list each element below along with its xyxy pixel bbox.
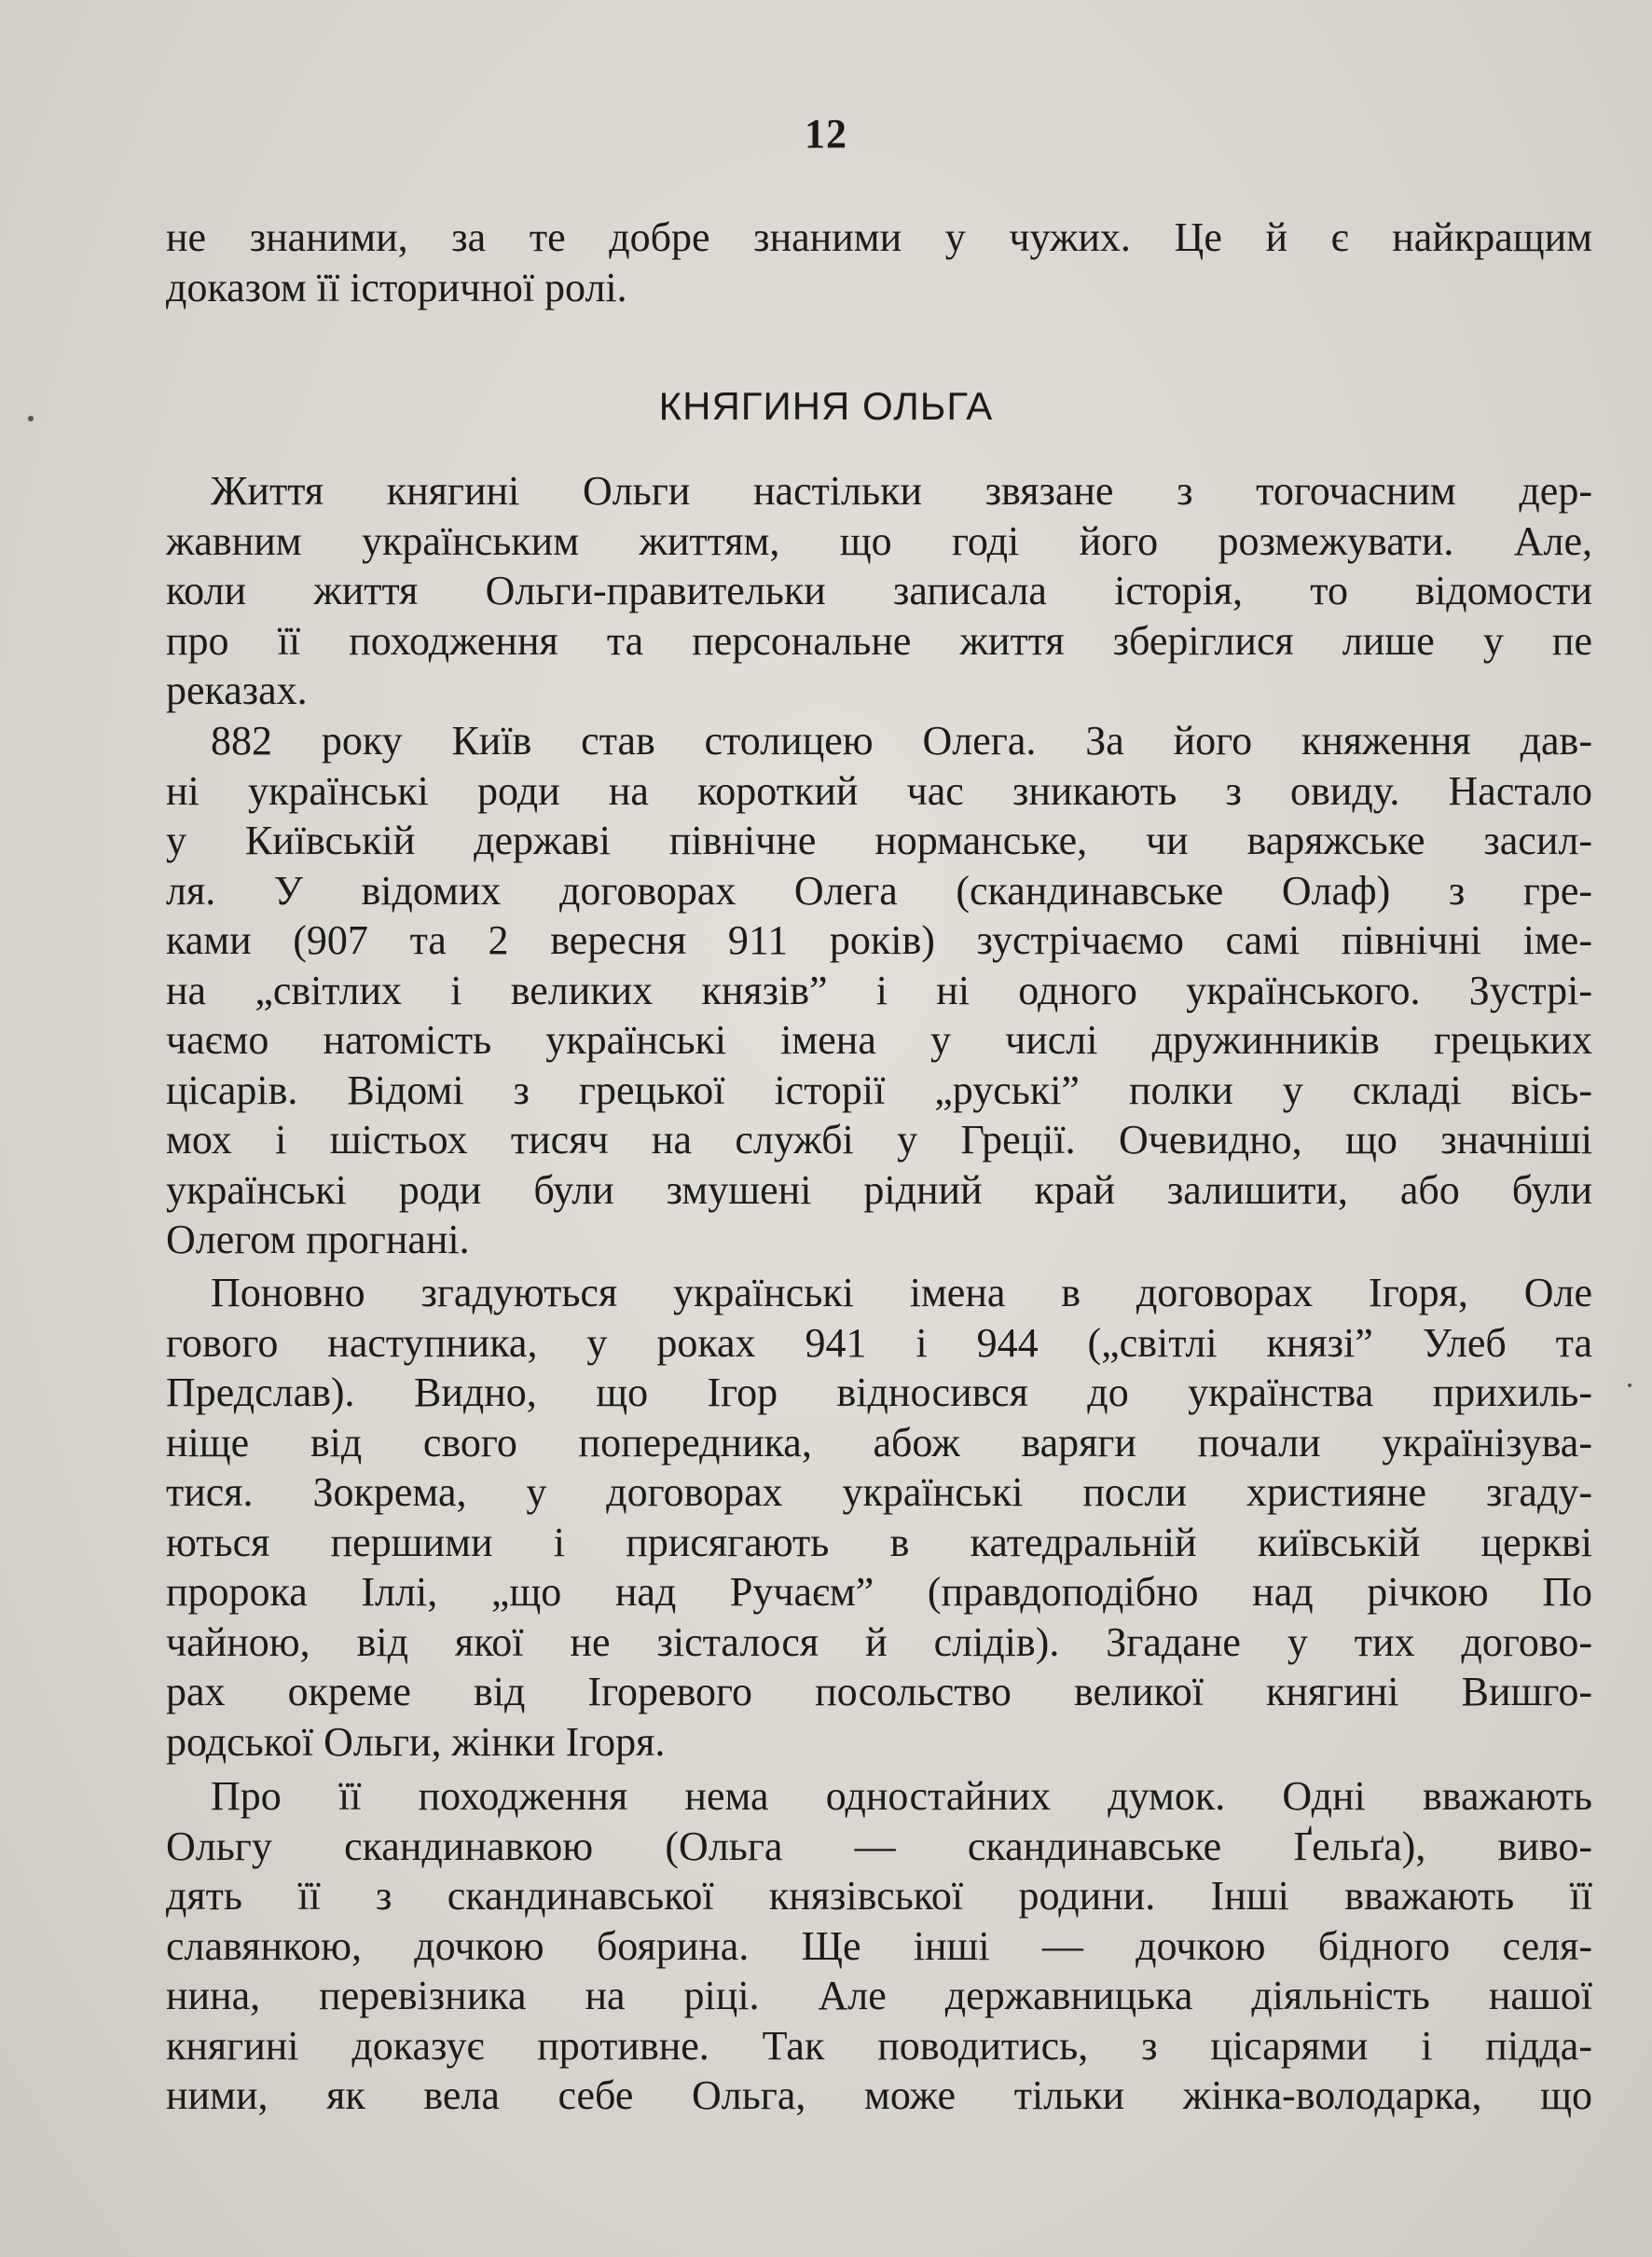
text-line: про її походження та персональне життя зберіглися лише у пе [166, 617, 1592, 664]
text-line: ніще від свого попередника, абож варяги почали українізува- [166, 1419, 1592, 1466]
text-line: не знаними, за те добре знаними у чужих. Це й є найкращим [166, 214, 1592, 260]
text-line: реказах. [166, 667, 308, 713]
text-line: цісарів. Відомі з грецької історії „руські” полки у складі вісь- [166, 1067, 1592, 1113]
text-line: пророка Іллі, „що над Ручаєм” (правдоподібно над річкою По [166, 1569, 1592, 1615]
intro-paragraph [166, 213, 1592, 312]
text-line: ля. У відомих договорах Олега (скандинавське Олаф) з гре- [166, 867, 1592, 914]
text-line: славянкою, дочкою боярина. Ще інші — дочкою бідного селя- [166, 1922, 1592, 1969]
text-line: мох і шістьох тисяч на службі у Греції. Очевидно, що значніші [166, 1117, 1592, 1163]
text-line: 882 року Київ став столицею Олега. За його княження дав- [211, 718, 1592, 764]
text-line: гового наступника, у роках 941 і 944 („світлі князі” Улеб та [166, 1319, 1592, 1366]
paragraph-2 [166, 716, 1592, 1265]
text-line: Про її походження нема одностайних думок. Одні вважають [211, 1773, 1592, 1819]
text-line: доказом її історичної ролі. [166, 264, 627, 310]
text-line: коли життя Ольги-правительки записала історія, то відомости [166, 568, 1592, 613]
text-line: ні українські роди на короткий час зникають з овиду. Настало [166, 767, 1592, 814]
section-heading: КНЯГИНЯ ОЛЬГА [658, 384, 994, 428]
scan-speck [28, 416, 34, 421]
text-line: тися. Зокрема, у договорах українські посли християне згаду- [166, 1469, 1592, 1515]
scan-speck [1628, 1383, 1631, 1387]
text-line: Предслав). Видно, що Ігор відносився до українства прихиль- [166, 1369, 1592, 1415]
text-line: Поновно згадуються українські імена в договорах Ігоря, Оле [211, 1270, 1592, 1315]
text-line: ками (907 та 2 вересня 911 років) зустрічаємо самі північні іме- [166, 917, 1592, 963]
paragraph-4 [166, 1771, 1592, 2121]
paragraph-1 [166, 466, 1592, 716]
text-line: княгині доказує противне. Так поводитись, з цісарями і підда- [166, 2022, 1592, 2069]
text-line: родської Ольги, жінки Ігоря. [166, 1718, 666, 1765]
text-line: у Київській державі північне норманське, чи варяжське засил- [166, 818, 1592, 863]
text-line: ними, як вела себе Ольга, може тільки жінка-володарка, що [166, 2072, 1592, 2118]
text-line: на „світлих і великих князів” і ні одного українського. Зустрі- [166, 967, 1592, 1013]
page-number: 12 [805, 111, 847, 157]
text-line: ються першими і присягають в катедральній київській церкві [166, 1519, 1592, 1565]
text-line: Олегом прогнані. [166, 1217, 470, 1262]
text-line: рах окреме від Ігоревого посольство великої княгині Вишго- [166, 1669, 1592, 1714]
text-line: чаємо натомість українські імена у числі дружинників грецьких [166, 1017, 1592, 1063]
text-line: Ольгу скандинавкою (Ольга — скандинавське Ґельґа), виво- [166, 1823, 1592, 1869]
text-line: українські роди були змушені рідний край залишити, або були [166, 1166, 1592, 1213]
paragraph-3 [166, 1268, 1592, 1767]
text-line: дять її з скандинавської князівської родини. Інші вважають її [166, 1873, 1592, 1919]
text-line: нина, перевізника на ріці. Але державницька діяльність нашої [166, 1973, 1592, 2018]
text-line: чайною, від якої не зісталося й слідів). Згадане у тих догово- [166, 1618, 1592, 1665]
text-line: жавним українським життям, що годі його розмежувати. Але, [166, 517, 1592, 564]
text-line: Життя княгині Ольги настільки звязане з тогочасним дер- [211, 468, 1592, 514]
